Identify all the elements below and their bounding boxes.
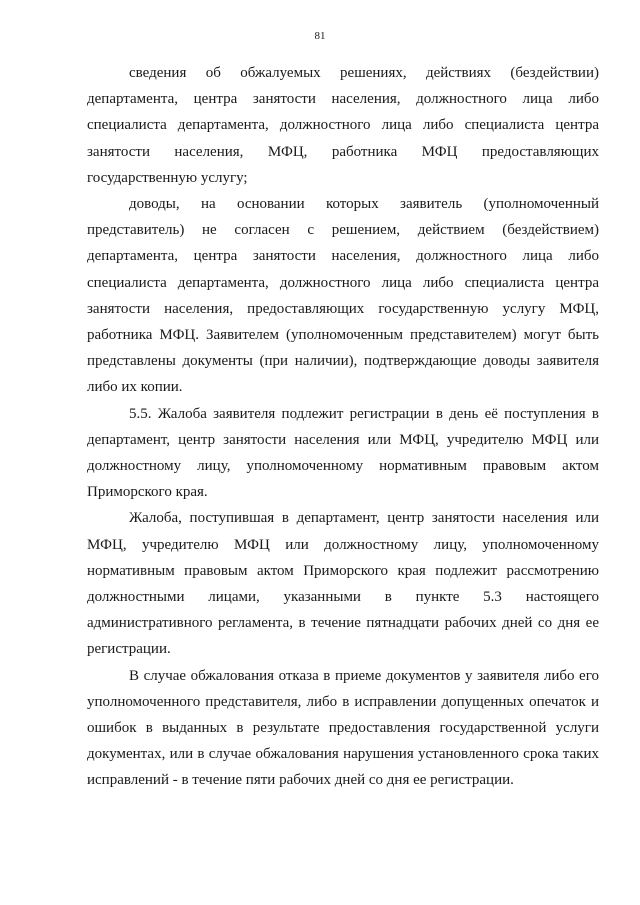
paragraph-appeal-details: сведения об обжалуемых решениях, действиях (бездействии) департамента, центра занятости населения, должностного лица либо специалиста департамента, должностного лица либо специалиста центра занятости населения, МФЦ, работника МФЦ предоставляющих государственную услугу; [87,65,599,186]
paragraph-5-5-registration: 5.5. Жалоба заявителя подлежит регистрации в день её поступления в департамент, центр занятости населения или МФЦ, учредителю МФЦ или должностному лицу, уполномоченному нормативным правовым актом Приморского края. [87,405,599,501]
paragraph-review-period: Жалоба, поступившая в департамент, центр занятости населения или МФЦ, учредителю МФЦ или должностному лицу, уполномоченному нормативным правовым актом Приморского края подлежит рассмотрению должностными лицами, указанными в пункте 5.3 настоящего административного регламента, в течение пятнадцати рабочих дней со дня ее регистрации. [87,510,599,658]
paragraph-arguments: доводы, на основании которых заявитель (уполномоченный представитель) не согласен с решением, действием (бездействием) департамента, центра занятости населения, должностного лица либо специалиста департамента, должностного лица либо специалиста центра занятости населения, предоставляющих государственную услугу МФЦ, работника МФЦ. Заявителем (уполномоченным представителем) могут быть представлены документы (при наличии), подтверждающие доводы заявителя либо их копии. [87,196,599,396]
page-number: 81 [314,30,326,42]
document-body [87,60,599,794]
paragraph-refusal-appeal: В случае обжалования отказа в приеме документов у заявителя либо его уполномоченного представителя, либо в исправлении допущенных опечаток и ошибок в выданных в результате предоставления государственной услуги документах, или в случае обжалования нарушения установленного срока таких исправлений - в течение пяти рабочих дней со дня ее регистрации. [87,667,599,789]
